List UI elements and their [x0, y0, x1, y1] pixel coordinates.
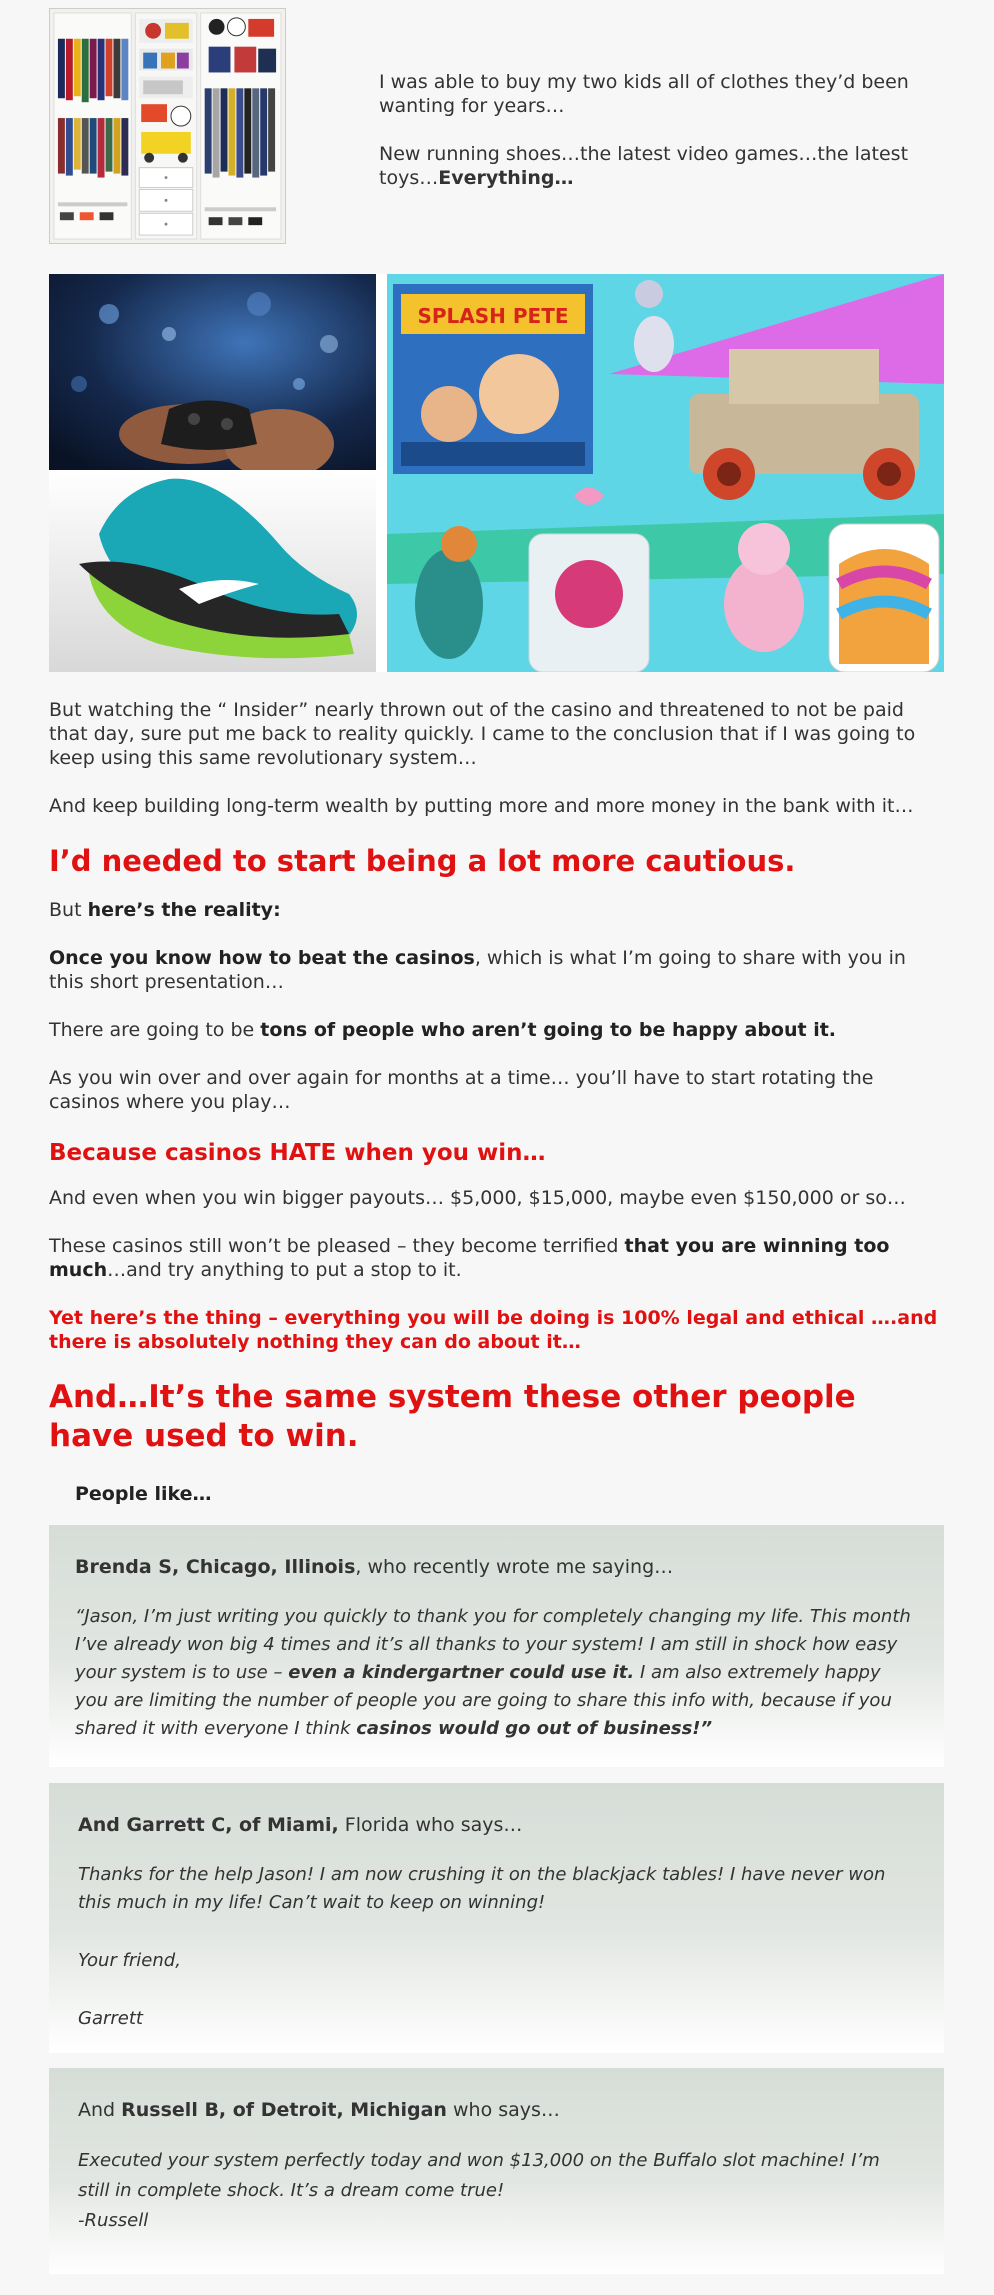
testimonial-lead — [78, 1813, 915, 1837]
quote-part: I am also extremely happy you are limiting the number of people you are going to share this info with, because if you shared it with everyone I think — [75, 1662, 892, 1739]
people-like-label: People like… — [75, 1483, 212, 1505]
testimonial-signoff: Your friend, — [78, 1950, 181, 1971]
quote-part: “Jason, I’m just writing you quickly to thank you for completely changing my life. This month I’ve already won big 4 times and it’s all thanks to your system! I am still in shock how easy your system is to use – — [75, 1606, 911, 1683]
paragraph-rotating: As you win over and over again for months at a time… you’ll have to start rotating the casinos where you play… — [49, 1067, 874, 1113]
intro-text — [379, 70, 939, 214]
heading-cautious: I’d needed to start being a lot more cautious. — [49, 844, 796, 878]
toys-photo — [387, 274, 944, 672]
purchases-collage-image — [49, 274, 944, 672]
beat-casinos-bold: Once you know how to beat the casinos — [49, 947, 475, 969]
kids-closet-image — [49, 8, 286, 244]
intro-line-2 — [379, 142, 939, 190]
testimonial-signature: -Russell — [78, 2210, 149, 2231]
testimonial-intro: Florida who says… — [338, 1814, 523, 1836]
testimonial-quote — [75, 1603, 918, 1743]
intro-line-2-bold: Everything… — [438, 167, 574, 189]
heading-same-system: And…It’s the same system these other people have used to win. — [49, 1379, 856, 1454]
not-happy-bold: tons of people who aren’t going to be happy about it. — [260, 1019, 837, 1041]
testimonial-intro: , who recently wrote me saying… — [355, 1556, 674, 1578]
testimonial-quote: Thanks for the help Jason! I am now crushing it on the blackjack tables! I have never won this much in my life! Can’t wait to keep on winning! — [78, 1864, 886, 1913]
quote-bold: casinos would go out of business!” — [356, 1718, 713, 1739]
paragraph-wealth: And keep building long-term wealth by putting more and more money in the bank with it… — [49, 795, 914, 817]
testimonial-russell — [49, 2068, 944, 2274]
intro-line-2-text: New running shoes…the latest video games…the latest toys… — [379, 143, 909, 189]
video-game-controller-photo — [49, 274, 376, 479]
paragraph-reality — [49, 898, 944, 922]
body-copy — [49, 698, 944, 1456]
quote-text: Executed your system perfectly today and won $13,000 on the Buffalo slot machine! I’m still in complete shock. It’s a dream come true! — [78, 2150, 880, 2201]
testimonial-lead — [75, 1555, 918, 1579]
running-shoe-photo — [49, 470, 376, 672]
testimonial-quote — [78, 2146, 915, 2236]
paragraph-beat-casinos — [49, 946, 944, 994]
testimonial-brenda — [49, 1525, 944, 1767]
reality-text: But — [49, 899, 88, 921]
splash-pete-box-title: SPLASH PETE — [417, 304, 569, 328]
paragraph-terrified — [49, 1234, 944, 1282]
terrified-text: These casinos still won’t be pleased – they become terrified — [49, 1235, 625, 1257]
testimonial-intro: who says… — [446, 2099, 560, 2121]
testimonial-name: Russell B, of Detroit, Michigan — [121, 2099, 447, 2121]
testimonial-signature: Garrett — [78, 2008, 143, 2029]
paragraph-insider: But watching the “ Insider” nearly thrown out of the casino and threatened to not be paid that day, sure put me back to reality quickly. I came to the conclusion that if I was going to keep using this same revolutionary system… — [49, 699, 916, 769]
not-happy-text: There are going to be — [49, 1019, 261, 1041]
quote-bold: even a kindergartner could use it. — [288, 1662, 635, 1683]
paragraph-payouts: And even when you win bigger payouts… $5,000, $15,000, maybe even $150,000 or so… — [49, 1187, 906, 1209]
testimonial-name: Brenda S, Chicago, Illinois — [75, 1556, 356, 1578]
paragraph-not-happy — [49, 1018, 944, 1042]
heading-casinos-hate: Because casinos HATE when you win… — [49, 1140, 546, 1166]
legal-ethical-note: Yet here’s the thing – everything you will be doing is 100% legal and ethical ….and there is absolutely nothing they can do about it… — [49, 1307, 938, 1353]
testimonial-lead — [78, 2098, 915, 2122]
reality-bold: here’s the reality: — [87, 899, 281, 921]
testimonial-name: And Garrett C, of Miami, — [78, 1814, 339, 1836]
intro-line-1: I was able to buy my two kids all of clothes they’d been wanting for years… — [379, 71, 909, 117]
beat-casinos-text: , which is what I’m going to share with you in this short presentation… — [49, 947, 906, 993]
testimonial-garrett — [49, 1783, 944, 2053]
terrified-bold: that you are winning too much — [49, 1235, 890, 1281]
testimonial-lead-text: And — [78, 2099, 122, 2121]
terrified-tail: …and try anything to put a stop to it. — [107, 1259, 462, 1281]
